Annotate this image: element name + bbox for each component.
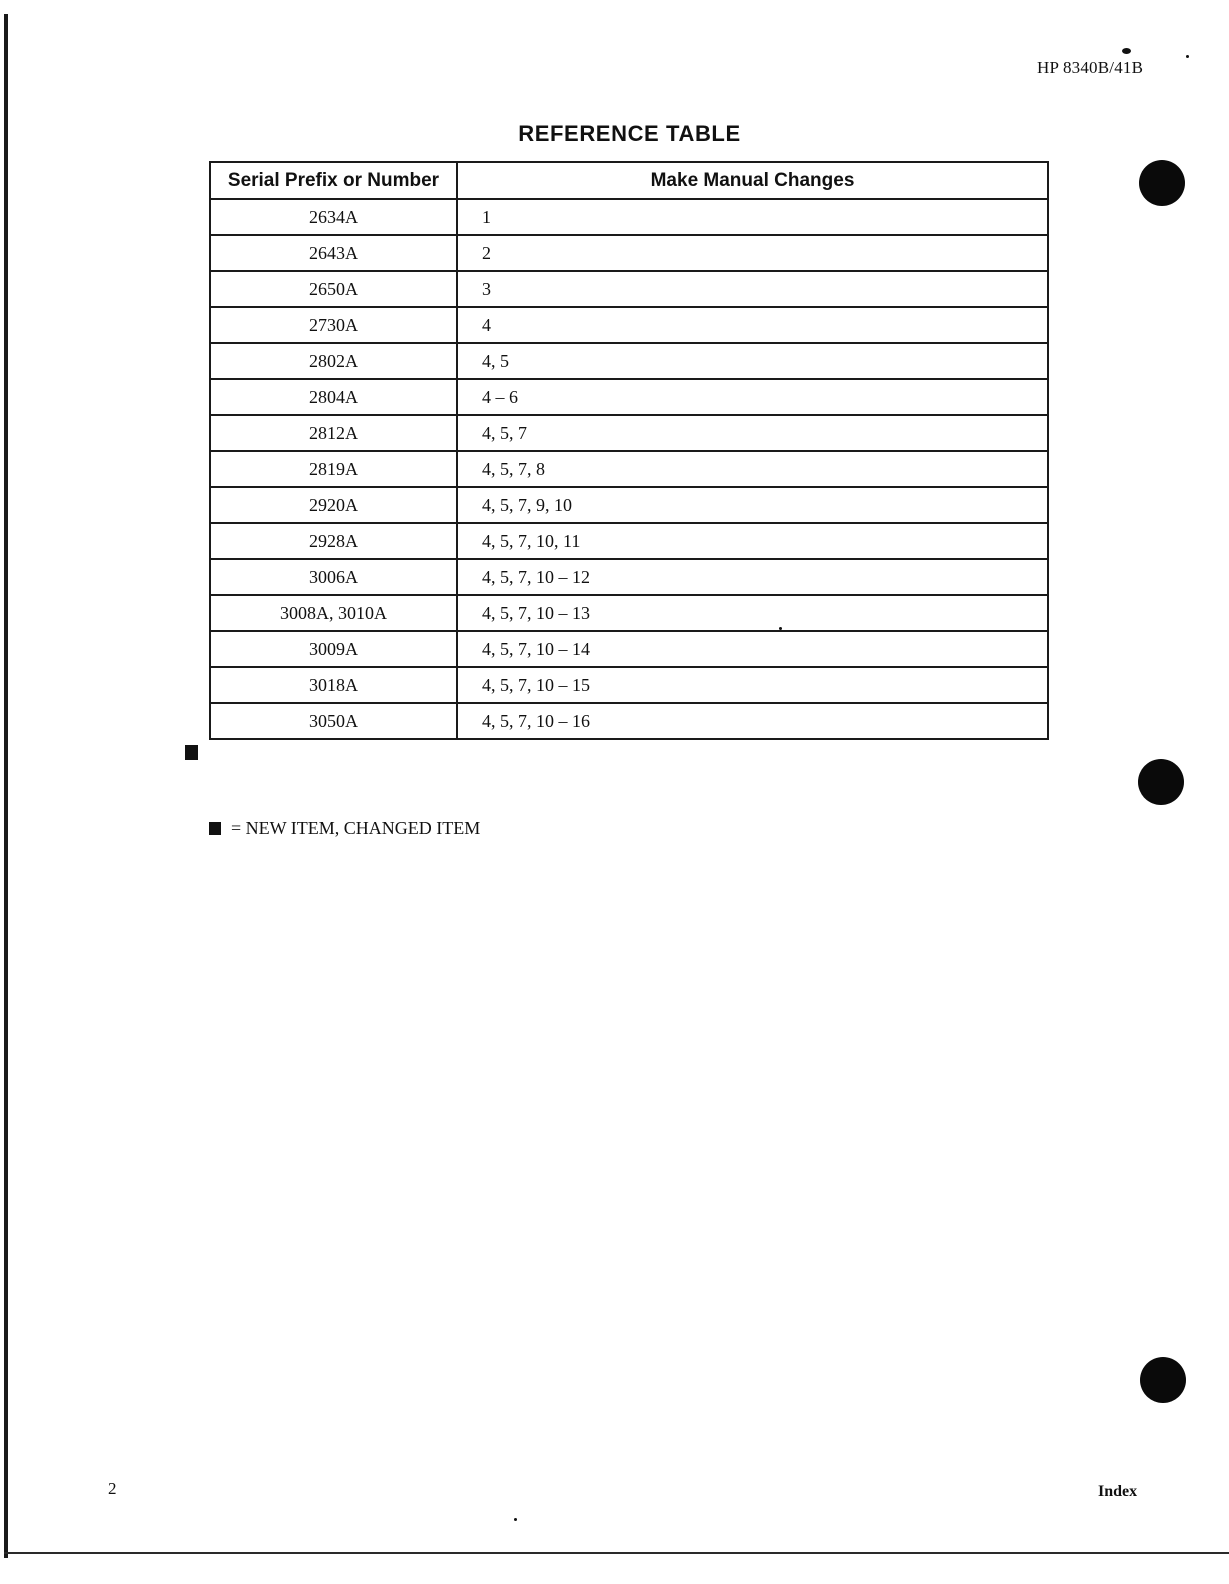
changes-cell: 4, 5, 7, 10, 11 [457,523,1048,559]
footer-section-label: Index [1098,1483,1138,1500]
changes-cell: 4, 5, 7, 10 – 13 [457,595,1048,631]
legend [209,818,480,839]
table-title: REFERENCE TABLE [518,121,741,146]
table-row [210,415,1048,451]
table-row [210,523,1048,559]
punch-hole [1139,160,1185,206]
table-header-row [210,162,1048,199]
table-row-changed [210,703,1048,739]
reference-table [209,161,1049,740]
table-row [210,343,1048,379]
changes-cell: 4, 5, 7, 10 – 14 [457,631,1048,667]
page-number: 2 [108,1479,117,1498]
changes-cell: 2 [457,235,1048,271]
table-row [210,379,1048,415]
serial-cell: 2730A [210,307,457,343]
table-row [210,451,1048,487]
changed-item-marker [209,822,221,835]
changes-cell: 4, 5, 7, 10 – 12 [457,559,1048,595]
column-header-serial: Serial Prefix or Number [210,162,457,199]
scan-speck [1122,48,1131,54]
serial-cell: 2928A [210,523,457,559]
serial-cell: 2920A [210,487,457,523]
changes-cell: 4, 5, 7, 10 – 15 [457,667,1048,703]
serial-cell: 2643A [210,235,457,271]
changes-cell: 3 [457,271,1048,307]
changes-cell: 4 [457,307,1048,343]
changes-cell: 4, 5, 7, 8 [457,451,1048,487]
serial-cell: 2812A [210,415,457,451]
table-row [210,271,1048,307]
changes-cell: 1 [457,199,1048,235]
scan-speck [514,1518,517,1521]
table-row [210,487,1048,523]
serial-cell: 2819A [210,451,457,487]
legend-text: = NEW ITEM, CHANGED ITEM [231,818,481,838]
scan-edge-bottom [4,1552,1229,1554]
changes-cell: 4, 5, 7, 10 – 16 [457,703,1048,739]
changes-cell: 4, 5, 7 [457,415,1048,451]
table-row [210,631,1048,667]
table-row [210,667,1048,703]
punch-hole [1140,1357,1186,1403]
table-row [210,595,1048,631]
table-row [210,307,1048,343]
scan-edge-left [4,14,8,1558]
punch-hole [1138,759,1184,805]
serial-cell: 3008A, 3010A [210,595,457,631]
serial-cell: 3009A [210,631,457,667]
changes-cell: 4, 5 [457,343,1048,379]
changes-cell: 4, 5, 7, 9, 10 [457,487,1048,523]
scan-speck [1186,55,1189,58]
column-header-changes: Make Manual Changes [457,162,1048,199]
serial-cell: 2650A [210,271,457,307]
changes-cell: 4 – 6 [457,379,1048,415]
table-row [210,235,1048,271]
table-row [210,199,1048,235]
serial-cell: 3050A [210,703,457,739]
changed-item-marker [185,745,198,760]
serial-cell: 3018A [210,667,457,703]
model-code: HP 8340B/41B [1037,58,1144,77]
serial-cell: 2634A [210,199,457,235]
serial-cell: 2802A [210,343,457,379]
serial-cell: 2804A [210,379,457,415]
table-row [210,559,1048,595]
serial-cell: 3006A [210,559,457,595]
